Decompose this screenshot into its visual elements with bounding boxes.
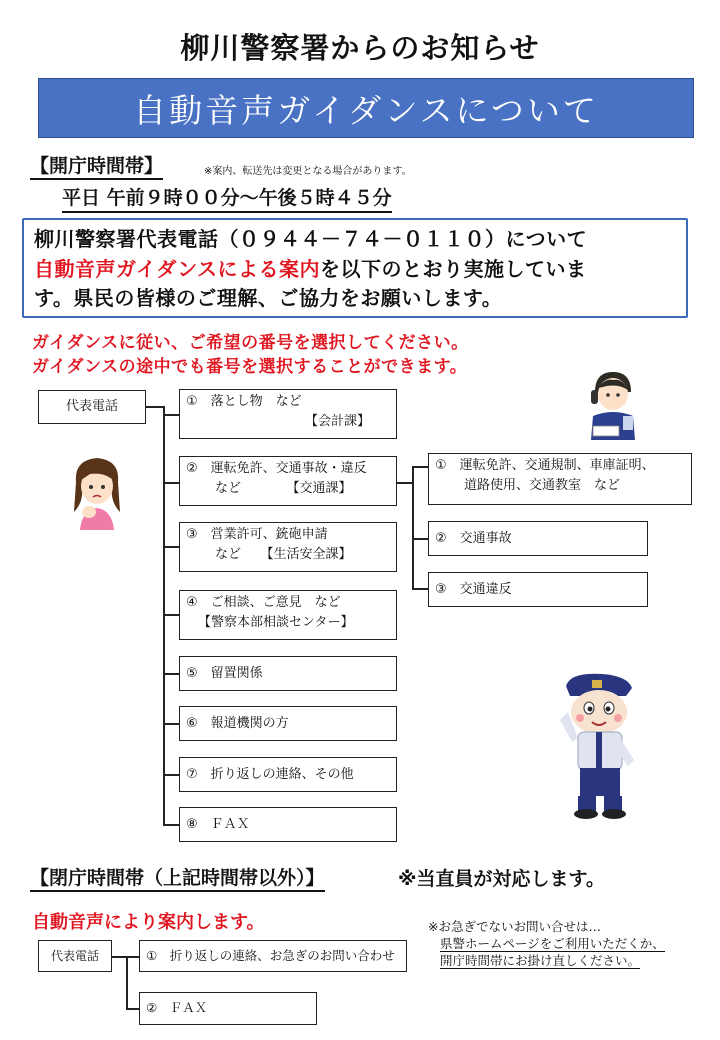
banner-heading: 自動音声ガイダンスについて: [38, 78, 694, 138]
option-label-2: 道路使用、交通教室 など: [464, 478, 621, 493]
after-hours-note: [428, 918, 665, 969]
connector: [163, 546, 179, 548]
option-label: ⑧ ＦＡＸ: [186, 817, 250, 832]
submenu-option-1: [428, 453, 692, 505]
menu-option-5: [179, 656, 397, 691]
option-label: ③ 交通違反: [435, 582, 512, 597]
info-line-2-rest: を以下のとおり実施していま: [320, 256, 587, 281]
submenu-option-2: [428, 521, 648, 556]
option-label: ⑤ 留置関係: [186, 666, 263, 681]
connector: [126, 956, 128, 1009]
option-label: ① 落とし物 など: [186, 394, 302, 409]
instruction-1: ガイダンスに従い、ご希望の番号を選択してください。: [32, 333, 469, 353]
tree-root-phone: 代表電話: [38, 390, 146, 424]
option-dept: 【会計課】: [304, 414, 370, 429]
option-label: ② 運転免許、交通事故・違反: [186, 461, 367, 476]
connector: [163, 723, 179, 725]
connector: [163, 406, 165, 825]
connector: [412, 466, 428, 468]
option-dept: 【警察本部相談センター】: [198, 615, 354, 630]
info-highlight: 自動音声ガイダンスによる案内: [34, 256, 320, 281]
connector: [412, 538, 428, 540]
info-box: [22, 218, 688, 318]
connector: [163, 774, 179, 776]
after-hours-root-phone: 代表電話: [38, 940, 112, 972]
connector: [396, 482, 413, 484]
option-dept: など 【生活安全課】: [215, 547, 352, 562]
officer-phone-illustration: [583, 368, 643, 440]
connector: [412, 588, 428, 590]
connector: [163, 482, 179, 484]
after-hours-option-1: ① 折り返しの連絡、お急ぎのお問い合わせ: [139, 940, 407, 972]
option-label: ④ ご相談、ご意見 など: [186, 595, 341, 610]
after-hours-option-2: ② ＦＡＸ: [139, 992, 317, 1025]
note-line-1: ※お急ぎでないお問い合せは…: [428, 919, 601, 934]
menu-option-8: [179, 807, 397, 842]
connector: [163, 614, 179, 616]
option-label: ③ 営業許可、銃砲申請: [186, 527, 328, 542]
menu-option-2: [179, 456, 397, 506]
connector: [163, 824, 179, 826]
menu-option-7: [179, 757, 397, 792]
worried-girl-illustration: [66, 452, 128, 530]
office-hours-note: ※案内、転送先は変更となる場合があります。: [204, 166, 412, 177]
connector: [126, 1008, 140, 1010]
instruction-2: ガイダンスの途中でも番号を選択することができます。: [32, 357, 468, 377]
option-label: ② 交通事故: [435, 531, 512, 546]
info-line-3: す。県民の皆様のご理解、ご協力をお願いします。: [34, 286, 503, 310]
info-line-1: 柳川警察署代表電話（０９４４－７４－０１１０）について: [34, 227, 588, 251]
connector: [163, 673, 179, 675]
option-label: ⑥ 報道機関の方: [186, 716, 289, 731]
after-hours-label: 【閉庁時間帯（上記時間帯以外）】: [30, 866, 325, 892]
connector: [412, 466, 414, 589]
note-line-3: 開庁時間帯にお掛け直しください。: [440, 953, 641, 968]
menu-option-3: [179, 522, 397, 572]
option-label: ① 運転免許、交通規制、車庫証明、: [435, 458, 655, 473]
note-line-2: 県警ホームページをご利用いただくか、: [440, 936, 665, 951]
connector: [146, 406, 164, 408]
menu-option-6: [179, 706, 397, 741]
after-hours-auto: 自動音声により案内します。: [32, 912, 265, 933]
option-label: ⑦ 折り返しの連絡、その他: [186, 767, 354, 782]
submenu-option-3: [428, 572, 648, 607]
police-mascot-illustration: [556, 672, 642, 820]
office-hours-label: 【開庁時間帯】: [30, 154, 163, 180]
after-hours-duty: ※当直員が対応します。: [398, 868, 605, 890]
page-title: 柳川警察署からのお知らせ: [180, 31, 540, 65]
connector: [163, 414, 179, 416]
option-dept: など 【交通課】: [215, 481, 352, 496]
info-line-2: [34, 255, 680, 285]
office-hours-time: 平日 午前９時００分～午後５時４５分: [62, 186, 392, 213]
menu-option-4: [179, 590, 397, 640]
menu-option-1: [179, 389, 397, 439]
